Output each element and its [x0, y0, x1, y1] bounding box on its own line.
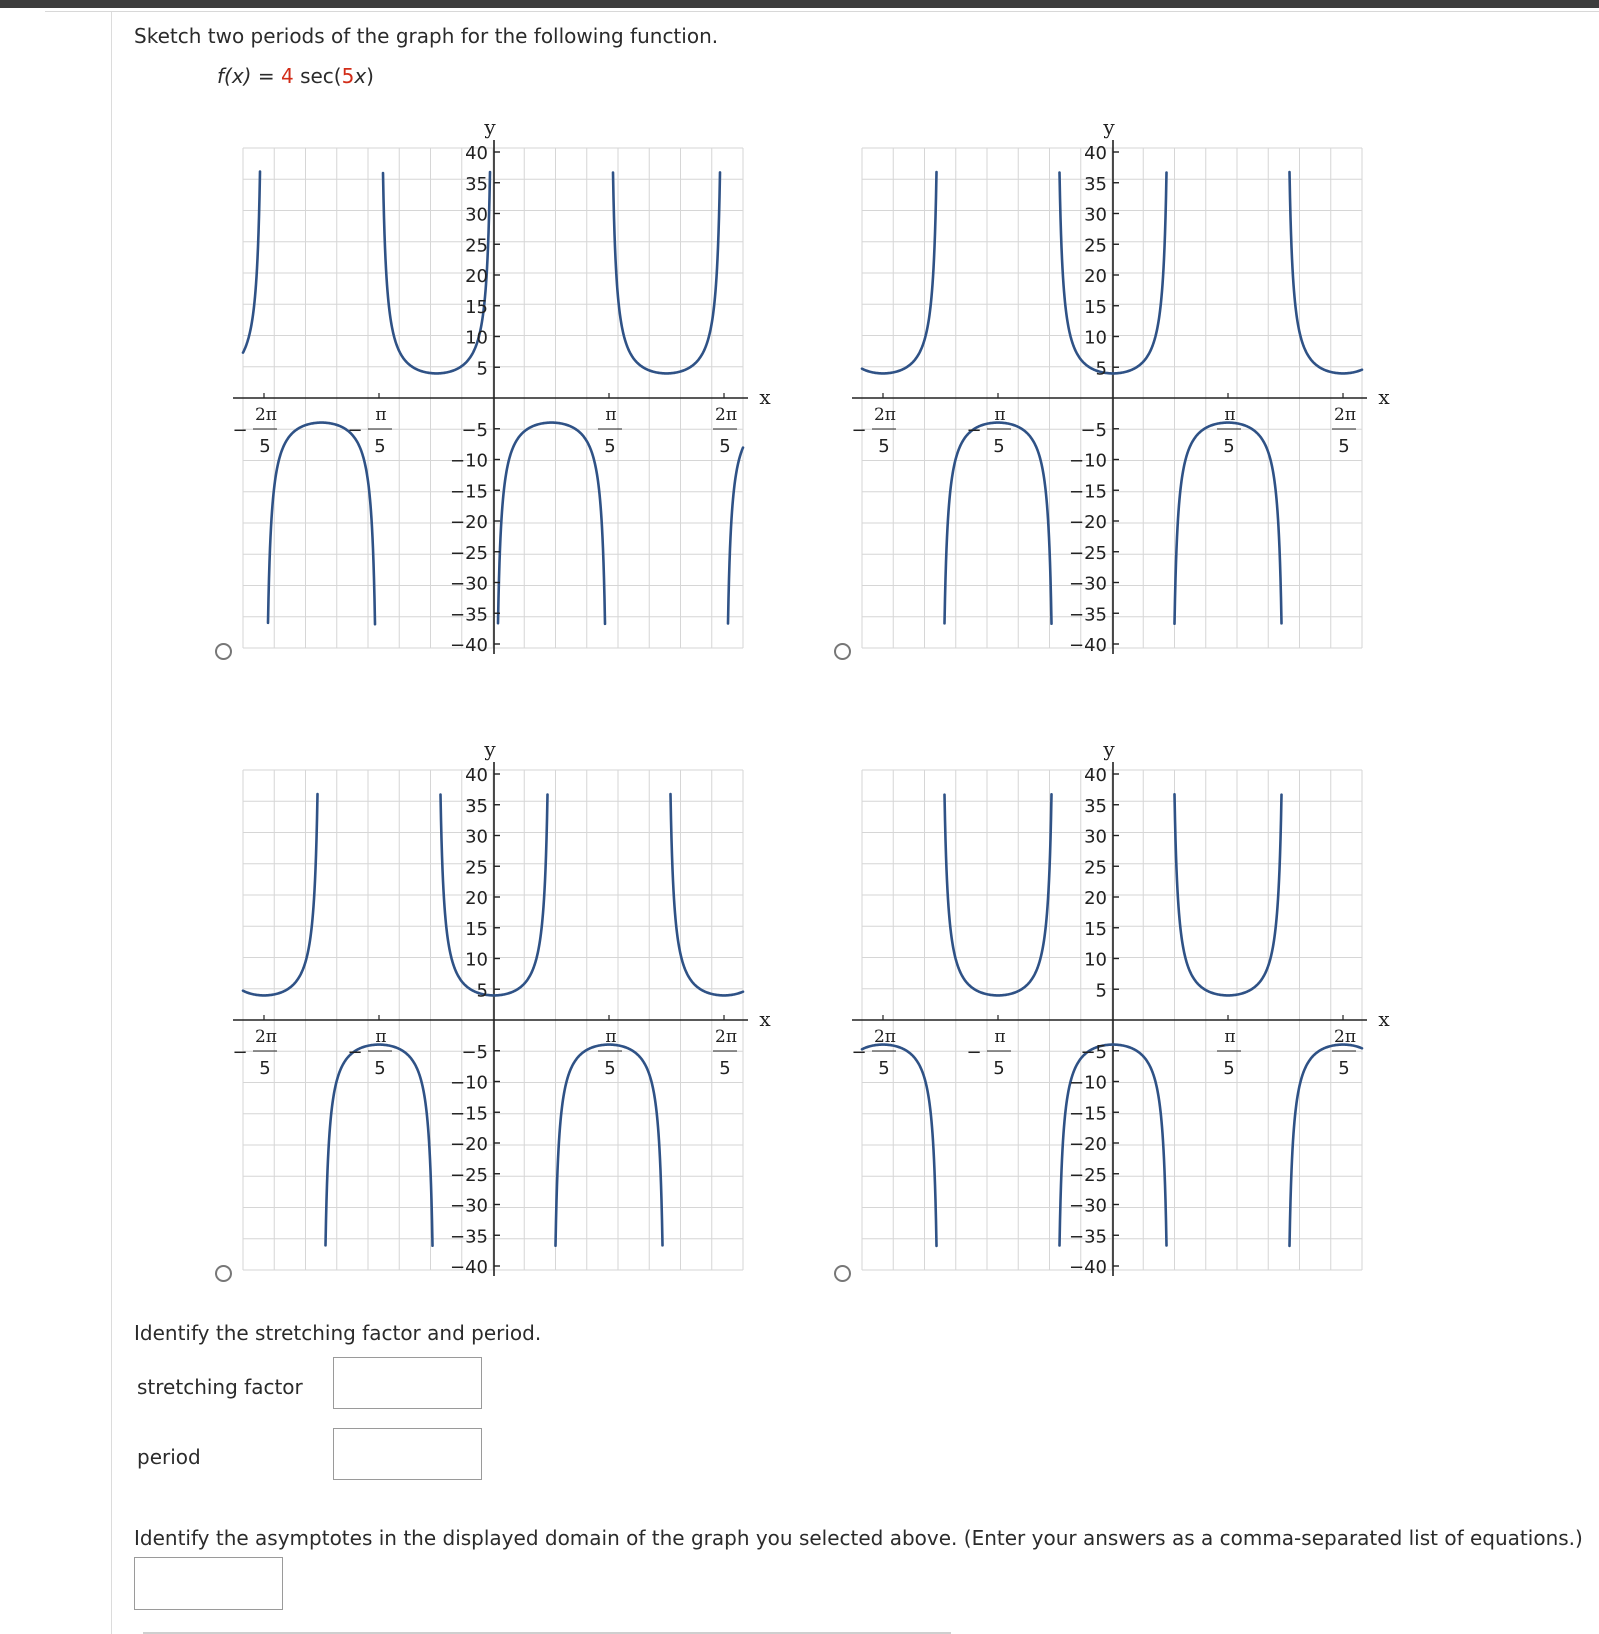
graph-svg [228, 108, 771, 668]
y-axis-label: y [484, 737, 496, 761]
left-rule [111, 12, 112, 1634]
y-tick-label: 30 [1084, 826, 1107, 848]
x-tick-denominator: 5 [878, 436, 890, 457]
y-tick-label: 10 [1084, 949, 1107, 971]
y-tick-label: −15 [450, 1103, 488, 1125]
y-tick-label: 40 [1084, 143, 1107, 164]
identify-prompt: Identify the stretching factor and period. [134, 1321, 542, 1345]
x-tick-minus: − [851, 420, 867, 441]
x-tick-denominator: 5 [604, 436, 616, 457]
x-tick-denominator: 5 [259, 436, 271, 457]
graph-svg [228, 730, 771, 1290]
function-inner-coef: 5 [341, 64, 355, 88]
y-tick-label: 30 [465, 204, 488, 226]
y-tick-label: −20 [1069, 1134, 1107, 1155]
x-tick-denominator: 5 [993, 1058, 1005, 1079]
y-tick-label: −10 [1069, 1072, 1107, 1094]
y-tick-label: −35 [1069, 1226, 1107, 1248]
y-tick-label: −15 [450, 481, 488, 503]
y-tick-label: 35 [465, 795, 488, 817]
y-tick-label: 15 [1084, 918, 1107, 940]
y-axis-label: y [1103, 737, 1115, 761]
y-axis-label: y [1103, 115, 1115, 139]
x-tick-numerator: π [375, 1027, 387, 1047]
asymptote-input[interactable] [134, 1557, 283, 1610]
x-tick-numerator: π [1224, 405, 1236, 425]
radio-option-c[interactable] [215, 1265, 232, 1282]
graph-option-d [847, 730, 1390, 1290]
y-tick-label: 40 [465, 765, 488, 786]
y-tick-label: 15 [465, 918, 488, 940]
y-tick-label: 25 [465, 235, 488, 257]
x-tick-denominator: 5 [1338, 436, 1350, 457]
y-tick-label: −35 [450, 1226, 488, 1248]
x-axis-label: x [1378, 385, 1390, 409]
y-tick-label: −20 [450, 1134, 488, 1155]
stretching-factor-input[interactable] [333, 1357, 482, 1409]
y-tick-label: 10 [465, 327, 488, 349]
x-axis-label: x [759, 1007, 771, 1031]
y-tick-label: 30 [1084, 204, 1107, 226]
y-tick-label: −20 [450, 512, 488, 533]
x-tick-numerator: π [605, 1027, 617, 1047]
y-tick-label: −15 [1069, 481, 1107, 503]
x-tick-numerator: 2π [1334, 405, 1357, 425]
y-tick-label: −10 [450, 1072, 488, 1094]
x-tick-denominator: 5 [719, 436, 731, 457]
function-inner-var: x [354, 64, 367, 88]
y-tick-label: −15 [1069, 1103, 1107, 1125]
x-tick-numerator: π [994, 405, 1006, 425]
x-tick-numerator: 2π [254, 405, 277, 425]
x-tick-minus: − [966, 420, 982, 441]
y-tick-label: 15 [1084, 296, 1107, 318]
x-tick-numerator: 2π [254, 1027, 277, 1047]
y-tick-label: 10 [1084, 327, 1107, 349]
y-tick-label: 5 [476, 358, 488, 380]
x-tick-denominator: 5 [1338, 1058, 1350, 1079]
y-tick-label: 35 [1084, 173, 1107, 195]
asymptote-prompt: Identify the asymptotes in the displayed domain of the graph you selected above. (Enter your answers as a comma-separated list of equations.) [134, 1526, 1583, 1550]
y-tick-label: −35 [1069, 604, 1107, 626]
y-tick-label: −30 [1069, 1195, 1107, 1217]
x-tick-denominator: 5 [993, 436, 1005, 457]
x-tick-numerator: π [1224, 1027, 1236, 1047]
y-tick-label: 25 [1084, 857, 1107, 879]
y-tick-label: 5 [1095, 980, 1107, 1002]
x-tick-minus: − [232, 1042, 248, 1063]
function-sec-open: sec( [300, 64, 342, 88]
y-tick-label: −40 [450, 1257, 488, 1278]
x-tick-numerator: 2π [873, 1027, 896, 1047]
top-divider [45, 11, 1599, 12]
radio-option-a[interactable] [215, 643, 232, 660]
x-tick-denominator: 5 [259, 1058, 271, 1079]
x-tick-numerator: 2π [715, 405, 738, 425]
question-prompt: Sketch two periods of the graph for the following function. [134, 24, 719, 48]
x-tick-denominator: 5 [604, 1058, 616, 1079]
y-tick-label: −40 [1069, 635, 1107, 656]
x-tick-numerator: 2π [715, 1027, 738, 1047]
x-tick-minus: − [851, 1042, 867, 1063]
y-tick-label: 5 [476, 980, 488, 1002]
x-tick-minus: − [232, 420, 248, 441]
y-tick-label: −20 [1069, 512, 1107, 533]
x-tick-numerator: π [605, 405, 617, 425]
y-tick-label: 15 [465, 296, 488, 318]
y-tick-label: −30 [450, 1195, 488, 1217]
y-tick-label: 20 [465, 266, 488, 287]
y-tick-label: −30 [1069, 573, 1107, 595]
y-tick-label: 20 [465, 888, 488, 909]
graph-option-b [847, 108, 1390, 668]
x-tick-minus: − [966, 1042, 982, 1063]
y-tick-label: 20 [1084, 888, 1107, 909]
y-tick-label: −10 [450, 450, 488, 472]
y-tick-label: 40 [1084, 765, 1107, 786]
y-tick-label: 25 [1084, 235, 1107, 257]
y-tick-label: −25 [1069, 542, 1107, 564]
y-tick-label: −40 [450, 635, 488, 656]
x-tick-denominator: 5 [719, 1058, 731, 1079]
x-tick-numerator: 2π [873, 405, 896, 425]
y-tick-label: −25 [450, 542, 488, 564]
y-tick-label: 20 [1084, 266, 1107, 287]
y-tick-label: −5 [461, 419, 488, 441]
y-tick-label: −35 [450, 604, 488, 626]
y-tick-label: −5 [461, 1041, 488, 1063]
y-tick-label: −25 [450, 1164, 488, 1186]
y-tick-label: −30 [450, 573, 488, 595]
top-bar [0, 0, 1599, 8]
x-axis-label: x [1378, 1007, 1390, 1031]
y-tick-label: 35 [1084, 795, 1107, 817]
stretching-factor-label: stretching factor [137, 1375, 303, 1399]
x-tick-minus: − [347, 1042, 363, 1063]
graph-svg [847, 108, 1390, 668]
graph-option-a [228, 108, 771, 668]
function-equals: = [257, 64, 275, 88]
x-tick-numerator: 2π [1334, 1027, 1357, 1047]
x-tick-denominator: 5 [1223, 1058, 1235, 1079]
y-tick-label: −10 [1069, 450, 1107, 472]
y-tick-label: −25 [1069, 1164, 1107, 1186]
x-tick-numerator: π [375, 405, 387, 425]
period-input[interactable] [333, 1428, 482, 1480]
function-expression [217, 64, 374, 88]
y-tick-label: 25 [465, 857, 488, 879]
y-tick-label: −5 [1080, 419, 1107, 441]
function-lhs: f(x) [217, 64, 252, 88]
x-tick-denominator: 5 [374, 1058, 386, 1079]
x-axis-label: x [759, 385, 771, 409]
x-tick-denominator: 5 [1223, 436, 1235, 457]
function-amplitude: 4 [280, 64, 294, 88]
y-tick-label: 30 [465, 826, 488, 848]
y-axis-label: y [484, 115, 496, 139]
graph-svg [847, 730, 1390, 1290]
y-tick-label: −5 [1080, 1041, 1107, 1063]
y-tick-label: 35 [465, 173, 488, 195]
x-tick-minus: − [347, 420, 363, 441]
radio-option-b[interactable] [834, 643, 851, 660]
x-tick-denominator: 5 [878, 1058, 890, 1079]
radio-option-d[interactable] [834, 1265, 851, 1282]
function-sec-close: ) [366, 64, 374, 88]
graph-option-c [228, 730, 771, 1290]
y-tick-label: 10 [465, 949, 488, 971]
x-tick-numerator: π [994, 1027, 1006, 1047]
y-tick-label: 5 [1095, 358, 1107, 380]
y-tick-label: 40 [465, 143, 488, 164]
period-label: period [137, 1445, 201, 1469]
x-tick-denominator: 5 [374, 436, 386, 457]
y-tick-label: −40 [1069, 1257, 1107, 1278]
